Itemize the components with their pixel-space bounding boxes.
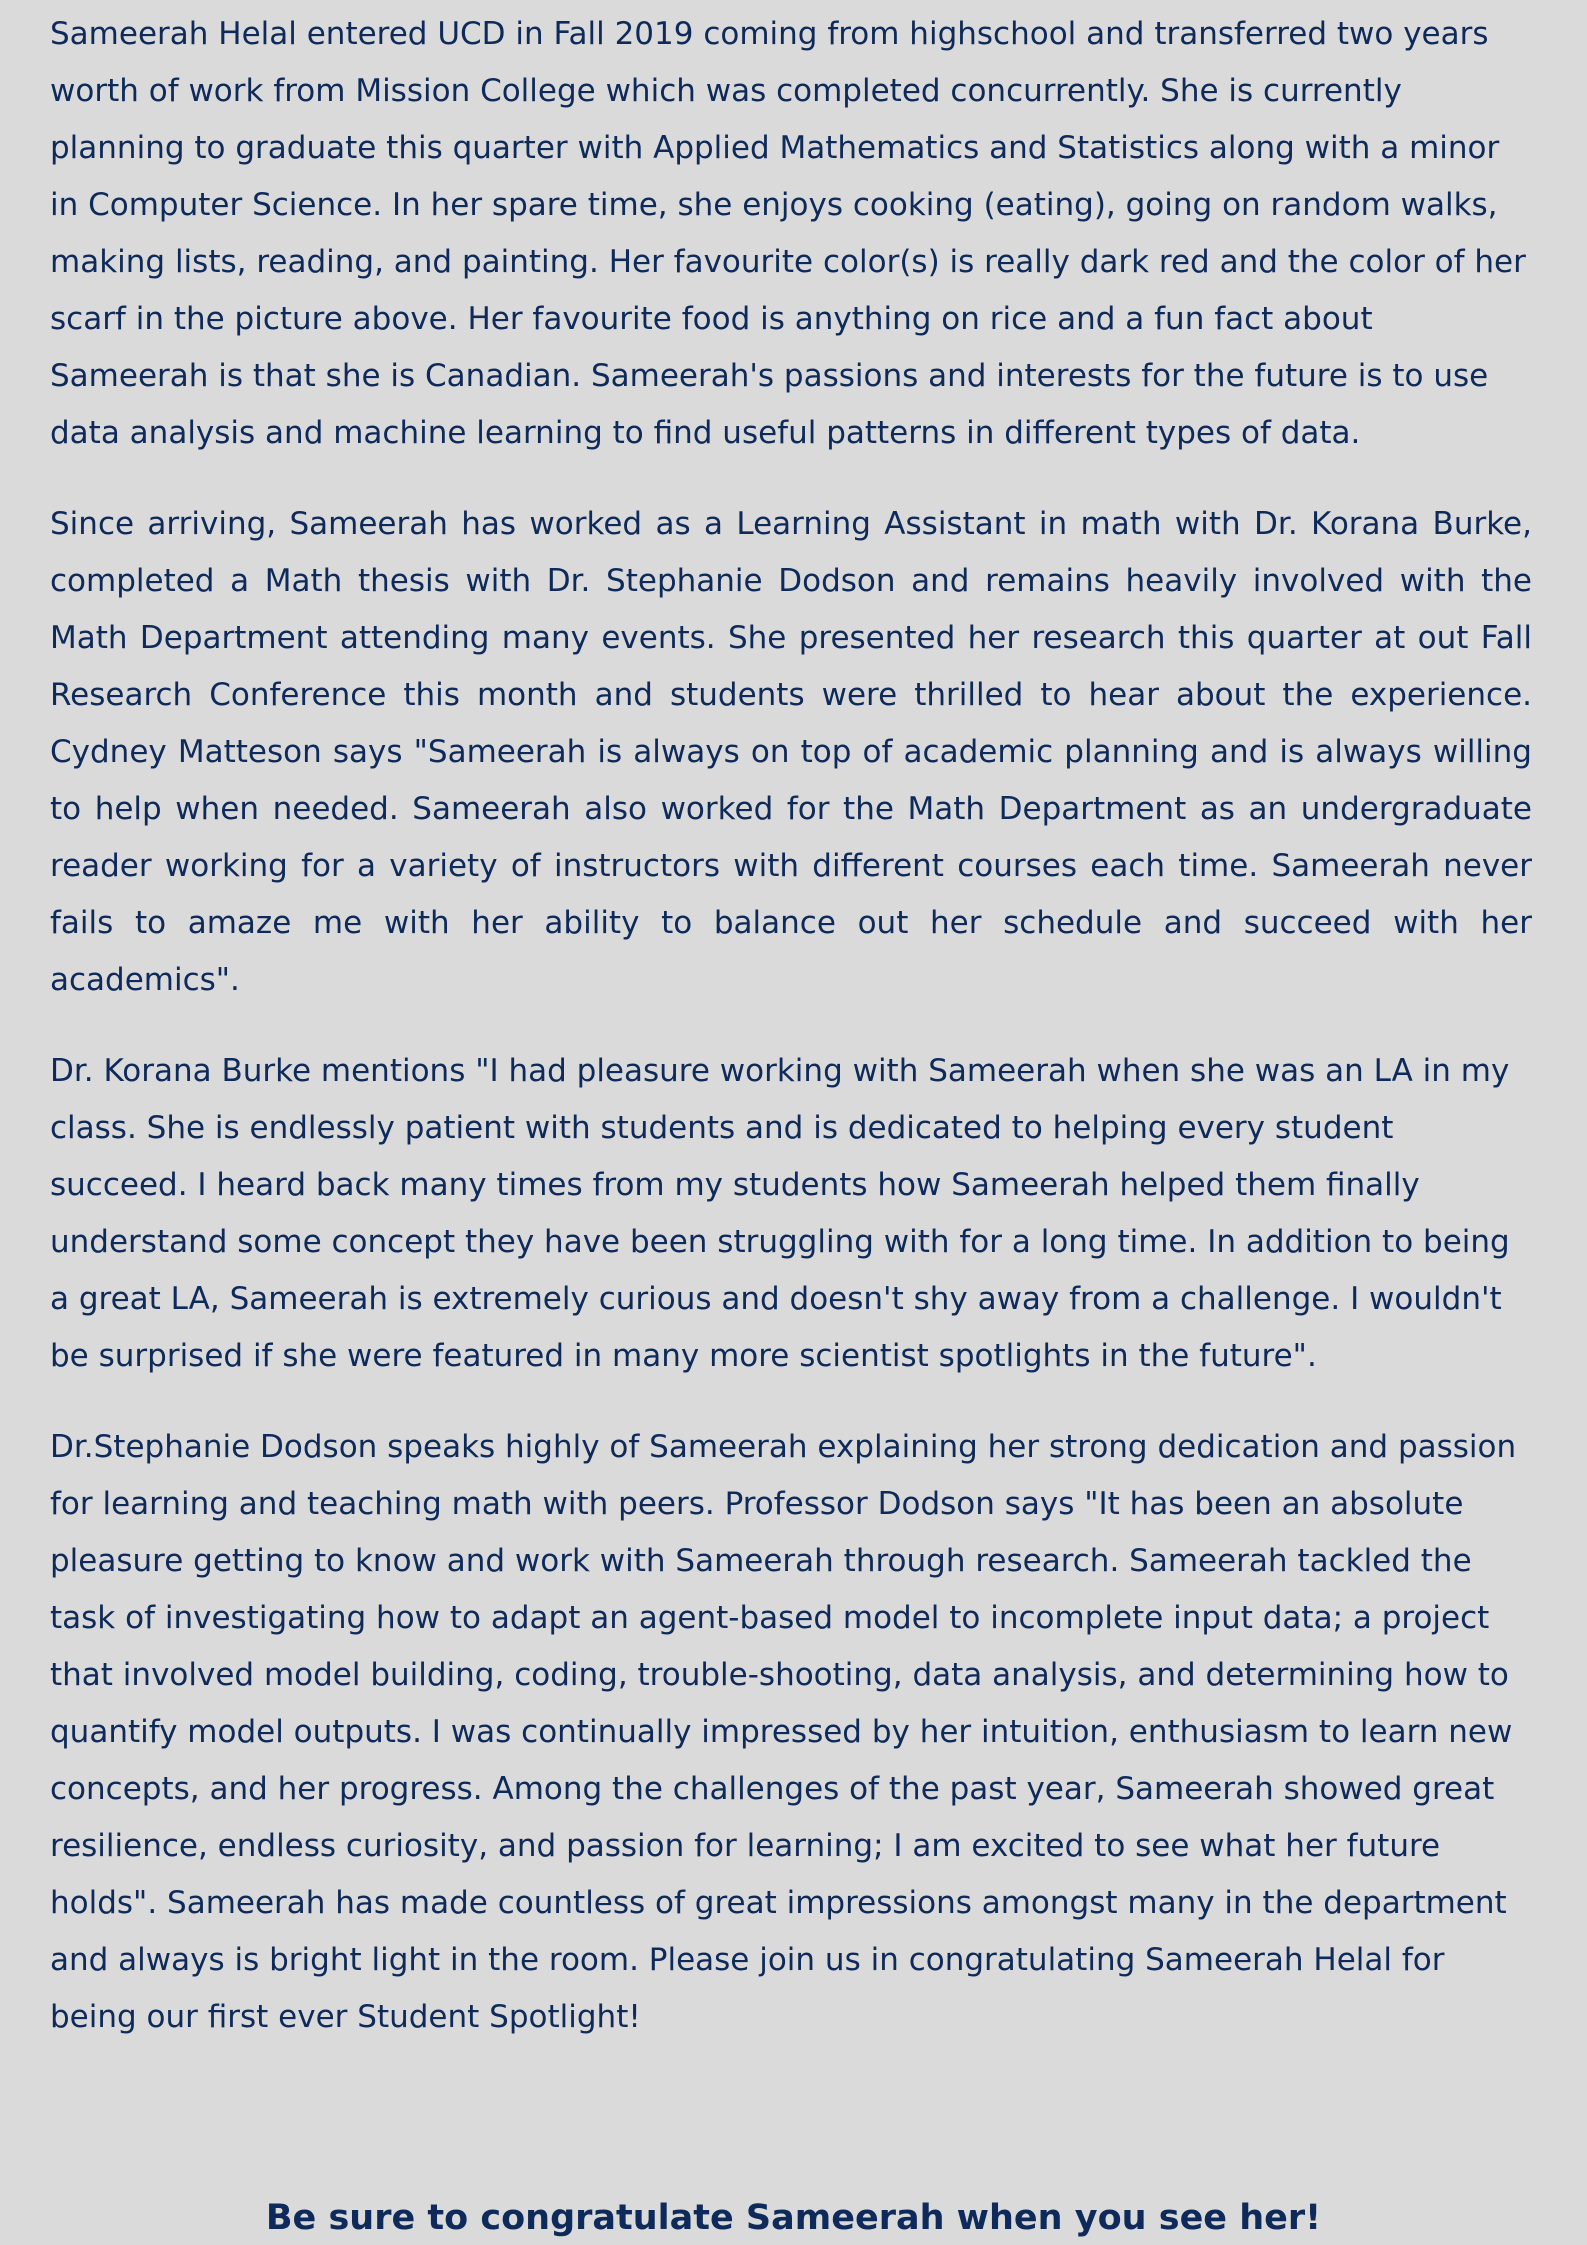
paragraph-burke-quote: Dr. Korana Burke mentions "I had pleasure working with Sameerah when she was an LA in my class. She is endlessly patient with students and is dedicated to helping every student succeed. I heard back many times from my students how Sameerah helped them finally understand some concept they have been struggling with for a long time. In addition to being a great LA, Sameerah is extremely curious and doesn't shy away from a challenge. I wouldn't be surprised if she were featured in many more scientist spotlights in the future". [50, 1053, 1510, 1374]
closing-heading: Be sure to congratulate Sameerah when you see her! [265, 2198, 1322, 2238]
article-body [50, 6, 1532, 2080]
paragraph-since-arriving: Since arriving, Sameerah has worked as a Learning Assistant in math with Dr. Korana Burke, completed a Math thesis with Dr. Stephanie Dodson and remains heavily involved with the Math Department attending many events. She presented her research this quarter at out Fall Research Conference this month and students were thrilled to hear about the experience. Cydney Matteson says "Sameerah is always on top of academic planning and is always willing to help when needed. Sameerah also worked for the Math Department as an undergraduate reader working for a variety of instructors with different courses each time. Sameerah never fails to amaze me with her ability to balance out her schedule and succeed with her academics". [50, 506, 1532, 998]
paragraph-dodson-quote: Dr.Stephanie Dodson speaks highly of Sameerah explaining her strong dedication and passion for learning and teaching math with peers. Professor Dodson says "It has been an absolute pleasure getting to know and work with Sameerah through research. Sameerah tackled the task of investigating how to adapt an agent-based model to incomplete input data; a project that involved model building, coding, trouble-shooting, data analysis, and determining how to quantify model outputs. I was continually impressed by her intuition, enthusiasm to learn new concepts, and her progress. Among the challenges of the past year, Sameerah showed great resilience, endless curiosity, and passion for learning; I am excited to see what her future holds". Sameerah has made countless of great impressions amongst many in the department and always is bright light in the room. Please join us in congratulating Sameerah Helal for being our first ever Student Spotlight! [50, 1429, 1517, 2035]
paragraph-intro: Sameerah Helal entered UCD in Fall 2019 coming from highschool and transferred two years worth of work from Mission College which was completed concurrently. She is currently planning to graduate this quarter with Applied Mathematics and Statistics along with a minor in Computer Science. In her spare time, she enjoys cooking (eating), going on random walks, making lists, reading, and painting. Her favourite color(s) is really dark red and the color of her scarf in the picture above. Her favourite food is anything on rice and a fun fact about Sameerah is that she is Canadian. Sameerah's passions and interests for the future is to use data analysis and machine learning to find useful patterns in different types of data. [50, 16, 1526, 451]
